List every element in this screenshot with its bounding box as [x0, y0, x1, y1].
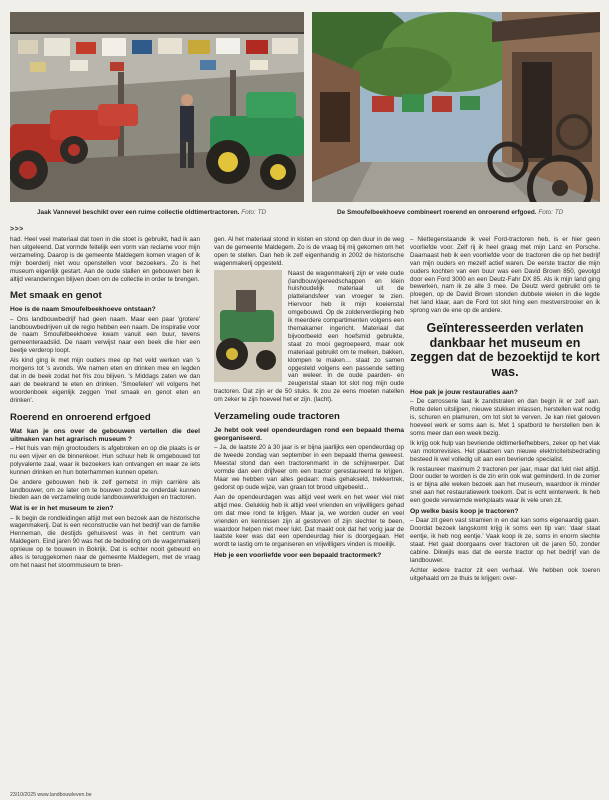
section-heading: Verzameling oude tractoren: [214, 411, 340, 423]
paragraph: – Het huis van mijn grootouders is afgebroken en op die plaats is er nu een vijver en de binnenkoer. Hun schuur heb ik omgebouwd tot polyvalente zaal, waar ik bezoekers kan ontvangen en waar ze iets kunnen drinken en hun boterhammen kunnen opeten.: [10, 445, 200, 476]
question: Op welke basis koop je tractoren?: [410, 508, 519, 516]
section-heading: Met smaak en genot: [10, 290, 102, 302]
column-1: [10, 236, 200, 572]
continuation-marker: >>>: [10, 226, 24, 233]
paragraph: Ik krijg ook hulp van bevriende oldtimerliefhebbers, zeker op het vlak van motorrevisies. Het plaatsen van nieuwe elektriciteitsbedrading besteed ik wel volledig uit aan een bevriende specialist.: [410, 439, 600, 463]
paragraph: Aan de opendeurdagen was altijd veel werk en het weer viel niet altijd mee. Gelukkig heb ik altijd veel vrienden en vrijwilligers gehad om dat mee rond te krijgen. Maar ja, we worden ouder en veel vrienden en kennissen zijn al gestorven of zijn slechter te been, waardoor helpen niet meer lukt. Dat maakt ook dat het vorig jaar de laatste keer was dat een opendeurdag hier is doorgegaan. Het wordt te lastig om te organiseren en vrijwilligers vinden is moeilijk.: [214, 493, 404, 549]
paragraph: – Niettegenstaande ik veel Ford-tractoren heb, is er hier geen voorliefde voor. Zelf rij ik heel graag met mijn Lanz en Porsche. Daarnaast heb ik een voorliefde voor de tractoren die op het bedrijf van mijn ouders en mezelf actief waren. De eerste tractor die mijn ouders kochten van een buur was een David Brown 850, gevolgd door een Ford 3000 en een Deutz-Fahr DX 85. Als ik mijn land ging bewerken, nam ik ze alle 3 mee. De Deutz werd gebruikt om te ploegen, op de David Brown stonden dubbele wielen in die legde het land klaar, aan de Ford tot slot hing een mestverstrooier en ik sprong van de ene op de andere.: [410, 236, 600, 315]
photo1-caption: [37, 209, 266, 217]
section-heading: Roerend en onroerend erfgoed: [10, 411, 151, 423]
question: Wat kan je ons over de gebouwen vertellen die deel uitmaken van het agrarisch museum ?: [10, 427, 200, 443]
photo2-credit: Foto: TD: [538, 209, 564, 216]
paragraph: – Ja, de laatste 20 à 30 jaar is er bijna jaarlijks een opendeurdag op de tweede zondag van september in een bepaald thema geweest. Meestal stond dan een tractorenmarkt in de schijnwerper. Dat vormde dan een drijfveer om een tractor gerestaureerd te krijgen. Maar we hebben van alles gedaan: mais gehakseld, trekkertrek, gedorst op oude wijze, van graan tot brood uitgebeeld...: [214, 444, 404, 491]
photo-museum-interior: [10, 12, 304, 202]
paragraph: – De carrosserie laat ik zandstralen en dan begin ik er zelf aan. Rotte delen uitslijpen, nieuwe stukken inlassen, herstellen wat nodig is, schuren en plamuren, om tot slot te verven. Je kan niet geloven hoeveel werk er soms aan is. Met 1 spatbord te herstellen ben ik soms meer dan een week bezig.: [410, 398, 600, 437]
photo2-caption: [337, 209, 563, 217]
question: Wat is er in het museum te zien?: [10, 505, 114, 513]
paragraph: – Ik begin de rondleidingen altijd met een bezoek aan de historische wagenmakerij. Dat is een reconstructie van het bedrijf van de familie Henneman, die destijds gehuisvest was in het centrum van Maldegem. Eind jaren 90 was het de bedoeling om de wagenmakerij opnieuw op te bouwen in Bokrijk. Dat is echter nooit gebeurd en alles is teruggekomen naar de gemeente Maldegem, met de vraag om het naast het stoommuseum te bren-: [10, 514, 200, 569]
paragraph: gen. Al het materiaal stond in kisten en stond op den duur in de weg van de gemeente Maldegem. Zo is de vraag bij mij gekomen om het open te stellen. Dan heb ik zelf eigenhandig in 2002 de historische wagenmakerij opgesteld.: [214, 236, 404, 267]
paragraph: Naast de wagenmakerij zijn er vele oude (landbouw)gereedschappen en klein huishoudelijk materiaal uit de plattelandsfeer van vroeger te zien. Hiervoor heb ik mijn koeienstal omgebouwd. Op de zolderverdieping heb ik meerdere compartimenten volgens een themakamer ingericht. Materiaal dat bijvoorbeeld een hoefsmid gebruikte, staat zo mooi gegroepeerd, maar ook materiaal gebruikt om te melken, bakken, klompen te maken… staat zo samen opgesteld volgens een passende setting van weleer. In de oude paarden- en zeugenstal staan tot slot nog mijn oude tractoren. Dat zijn er de 50 stuks. Ik zou ze eens moeten natellen om zeker te zijn hoeveel het er zijn. (lacht).: [214, 269, 404, 404]
paragraph: had. Heel veel materiaal dat toen in die stoet is gebruikt, had ik aan hen uitgeleend. Dat vormde feitelijk een vorm van reclame voor mijn verzameling. Daarop is de gemeente Maldegem komen vragen of ik mijn boerderij niet wou openstellen voor bezoekers. Zo is het museum eigenlijk gestart. Aan de oude stallen en gebouwen ben ik altijd veranderingen blijven doen om de collectie in order te brengen.: [10, 236, 200, 283]
paragraph: De andere gebouwen heb ik zelf gemetst in mijn carrière als landbouwer, om ze later om te bouwen zodat ze onderdak kunnen bieden aan de verzameling oude landbouwwerktuigen en tractoren.: [10, 478, 200, 502]
photo-farm-courtyard: [312, 12, 600, 202]
column-2: [214, 236, 404, 561]
paragraph: – Daar zit geen vast stramien in en dat kan soms eigenaardig gaan. Doordat bezoek langskomt krijg ik soms een tip van: 'daar staat eentje, ik heb nog eentje.' Vaak koop ik ze, soms in enorm slechte staat. Het gaat doorgaans over tractoren uit de jaren 50, zonder cabine. Dikwijls was dat de eerste tractor op het bedrijf van de landbouwer.: [410, 517, 600, 564]
pull-quote: Geïnteresseerden verlaten dankbaar het museum en zeggen dat de bezoektijd te kort was.: [410, 321, 600, 379]
column-3: [410, 236, 600, 585]
photo2-caption-text: De Smoufelbeekhoeve combineert roerend en onroerend erfgoed.: [337, 209, 537, 216]
photo1-credit: Foto: TD: [241, 209, 267, 216]
page-footer: 23/10/2025 www.landbouwleven.be: [10, 792, 92, 798]
inline-photo-tractor: [214, 270, 282, 382]
question: Heb je een voorliefde voor een bepaald tractormerk?: [214, 552, 382, 560]
paragraph: Als kind ging ik met mijn ouders mee op het veld werken van 's morgens tot 's avonds. We namen eten en drinken mee en legden dat in de beek zodat het fris zou blijven. 's Middags zaten we dan aan de beekrand te eten en drinken. 'Smoefelen' wil volgens het woordenboek eigenlijk zeggen 'met smaak en genot eten en drinken'.: [10, 357, 200, 404]
paragraph: Achter iedere tractor zit een verhaal. We hebben ook toeren uitgehaald om ze thuis te krijgen: over-: [410, 566, 600, 582]
question: Hoe is de naam Smoufelbeekhoeve ontstaan?: [10, 306, 156, 314]
question: Hoe pak je jouw restauraties aan?: [410, 389, 518, 397]
paragraph: Ik restaureer maximum 2 tractoren per jaar, maar dat lukt niet altijd. Door ouder te worden is de zin erin ook wat geminderd. In de zomer is er bijna alle weken bezoek aan het museum, waardoor ik minder snel aan het restauratiewerk toekom. Dat is echt winterwerk. Ik heb een goede verwarmde werkplaats waar ik vele uren zit.: [410, 465, 600, 505]
photo1-caption-text: Jaak Vannevel beschikt over een ruime collectie oldtimertractoren.: [37, 209, 240, 216]
paragraph: – Ons landbouwbedrijf had geen naam. Maar een paar 'grotere' landbouwbedrijven uit de regio hebben een naam. De inspiratie voor de naam Smoufelbeekhoeve kwam vanuit een buur, tevens gemeenteraadslid. De naam verwijst naar een beek die hier een beetje verderop loopt.: [10, 315, 200, 355]
question: Je hebt ook veel opendeurdagen rond een bepaald thema georganiseerd.: [214, 427, 404, 443]
